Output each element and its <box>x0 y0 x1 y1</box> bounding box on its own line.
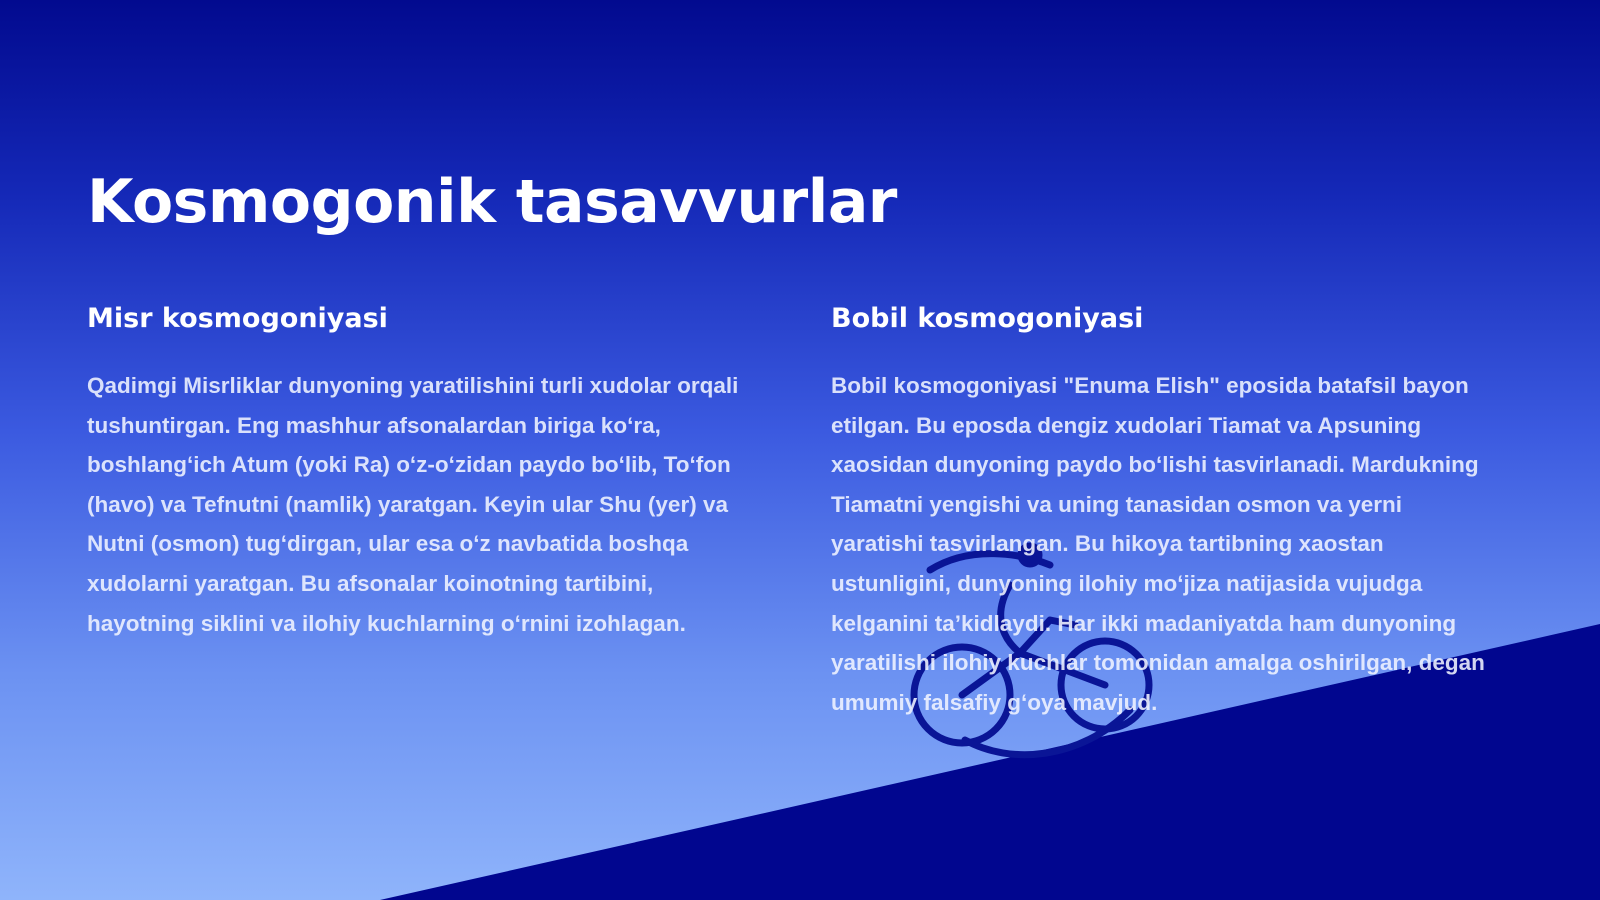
column-heading: Bobil kosmogoniyasi <box>831 303 1144 334</box>
slide-title: Kosmogonik tasavvurlar <box>87 167 897 237</box>
column-babylon <box>831 300 1491 722</box>
column-heading: Misr kosmogoniyasi <box>87 303 388 334</box>
column-egypt <box>87 300 757 643</box>
column-body-text: Bobil kosmogoniyasi "Enuma Elish" eposida batafsil bayon etilgan. Bu eposda dengiz xudolari Tiamat va Apsuning xaosidan dunyoning paydo bo‘lishi tasvirlanadi. Mardukning Tiamatni yengishi va uning tanasidan osmon va yerni yaratishi tasvirlangan. Bu hikoya tartibning xaostan ustunligini, dunyoning ilohiy mo‘jiza natijasida vujudga kelganini ta’kidlaydi. Har ikki madaniyatda ham dunyoning yaratilishi ilohiy kuchlar tomonidan amalga oshirilgan, degan umumiy falsafiy g‘oya mavjud. <box>831 373 1485 715</box>
column-body-text: Qadimgi Misrliklar dunyoning yaratilishini turli xudolar orqali tushuntirgan. Eng mashhur afsonalardan biriga ko‘ra, boshlang‘ich Atum (yoki Ra) o‘z-o‘zidan paydo bo‘lib, To‘fon (havo) va Tefnutni (namlik) yaratgan. Keyin ular Shu (yer) va Nutni (osmon) tug‘dirgan, ular esa o‘z navbatida boshqa xudolarni yaratgan. Bu afsonalar koinotning tartibini, hayotning siklini va ilohiy kuchlarning o‘rnini izohlagan. <box>87 373 739 636</box>
